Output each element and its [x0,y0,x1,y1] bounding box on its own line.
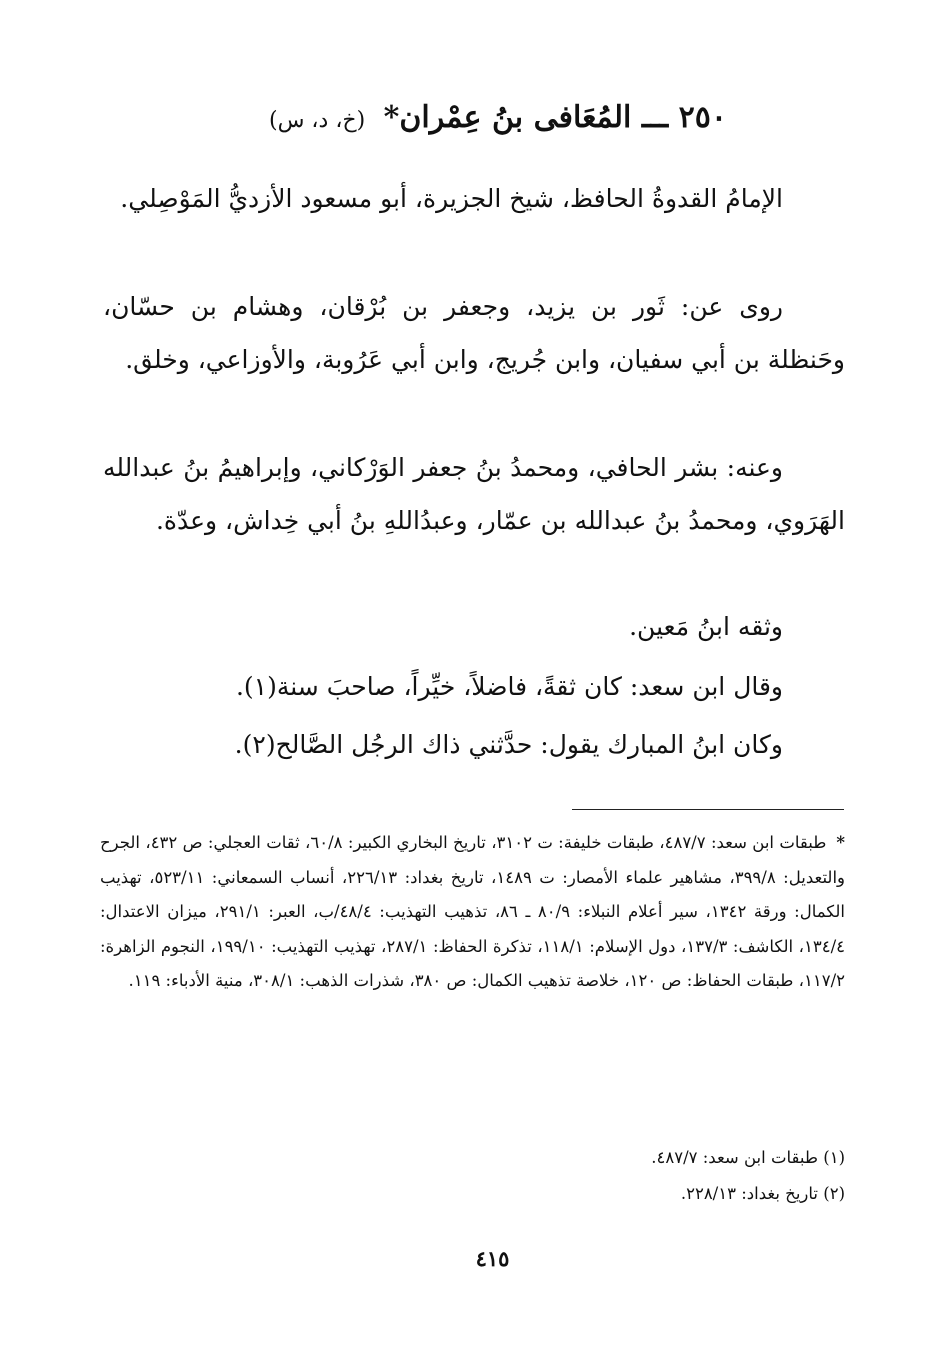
entry-name: المُعَافى بنُ عِمْران* [383,100,632,135]
paragraph-ibn-mubarak [103,718,845,771]
narrated-from-text: روى عن: ثَور بن يزيد، وجعفر بن بُرْقان، وهشام بن حسّان، وحَنظلة بن أبي سفيان، وابن جُريج، وابن أبي عَرُوبة، والأوزاعي، وخلق. [103,292,845,374]
ibn-saad-text: وقال ابن سعد: كان ثقةً، فاضلاً، خيِّراً، صاحبَ سنة(١). [235,672,783,701]
sources-note [100,826,845,999]
footnote-1: (١) طبقات ابن سعد: ٤٨٧/٧. [651,1148,845,1167]
sources-marker: * [836,833,846,852]
narrated-by-text: وعنه: بشر الحافي، ومحمدُ بنُ جعفر الوَرْكاني، وإبراهيمُ بنُ عبدالله الهَرَوي، ومحمدُ بنُ عبدالله بن عمّار، وعبدُاللهِ بنُ أبي خِداش، وعدّة. [103,453,845,535]
ibn-mubarak-text: وكان ابنُ المبارك يقول: حدَّثني ذاك الرجُل الصَّالح(٢). [234,730,783,759]
paragraph-narrated-from [103,280,845,386]
entry-sigla: (خ، د، س) [269,108,366,133]
page-number: ٤١٥ [475,1246,510,1271]
intro-text: الإمامُ القدوةُ الحافظ، شيخ الجزيرة، أبو مسعود الأزديُّ المَوْصِلي. [120,184,783,213]
paragraph-narrated-by [103,441,845,547]
paragraph-ibn-saad [103,660,845,713]
sources-note-text: طبقات ابن سعد: ٤٨٧/٧، طبقات خليفة: ت ٣١٠٢، تاريخ البخاري الكبير: ٦٠/٨، ثقات العجلي: ص ٤٣٢، الجرح والتعديل: ٣٩٩/٨، مشاهير علماء الأمصار: ت ١٤٨٩، تاريخ بغداد: ٢٢٦/١٣، أنساب السمعاني: ٥٢٣/١١، تهذيب الكمال: ورقة ١٣٤٢، سير أعلام النبلاء: ٨٠/٩ ـ ٨٦، تذهيب التهذيب: ٤٨/٤/ب، العبر: ٢٩١/١، ميزان الاعتدال: ١٣٤/٤، الكاشف: ١٣٧/٣، دول الإسلام: ١١٨/١، تذكرة الحفاظ: ٢٨٧/١، تهذيب التهذيب: ١٩٩/١٠، النجوم الزاهرة: ١١٧/٢، طبقات الحفاظ: ص ١٢٠، خلاصة تذهيب الكمال: ص ٣٨٠، شذرات الذهب: ٣٠٨/١، منية الأدباء: ١١٩. [100,833,846,990]
footnote-2: (٢) تاريخ بغداد: ٢٢٨/١٣. [680,1184,845,1203]
entry-heading [127,100,727,135]
paragraph-ibn-main [103,600,845,653]
paragraph-intro [103,172,845,225]
footnote-divider [572,809,844,810]
entry-number: ٢٥٠ ـــ [641,100,727,135]
ibn-main-text: وثقه ابنُ مَعين. [629,612,783,641]
